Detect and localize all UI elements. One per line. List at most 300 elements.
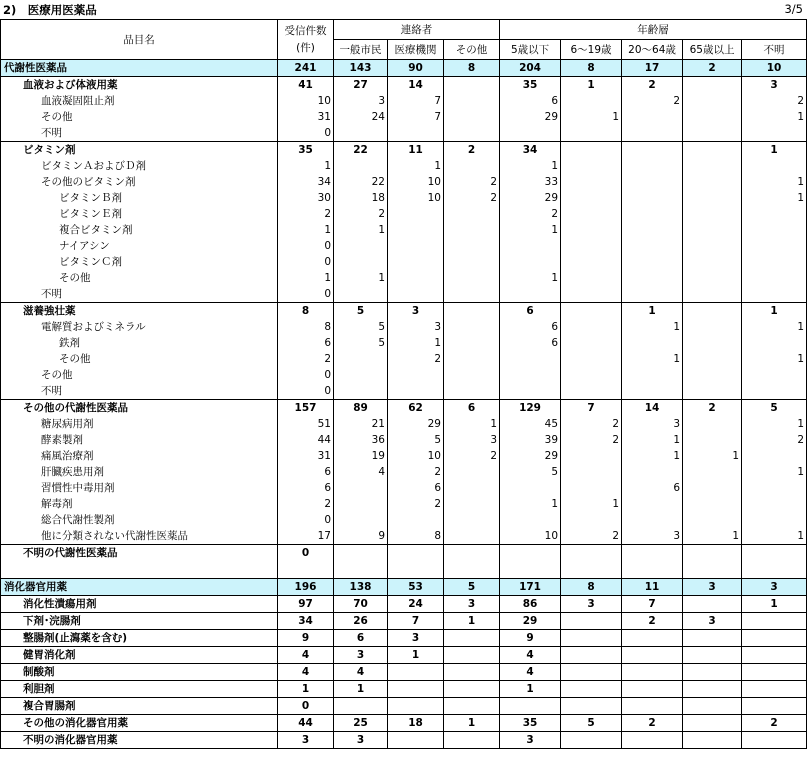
value-cell: 1 xyxy=(500,496,561,512)
value-cell xyxy=(622,367,683,383)
value-cell xyxy=(444,335,500,351)
table-row xyxy=(1,238,807,254)
item-name: 血液凝固阻止剤 xyxy=(1,93,278,109)
value-cell xyxy=(683,125,742,142)
value-cell xyxy=(742,480,807,496)
value-cell: 2 xyxy=(444,190,500,206)
item-name: その他の消化器官用薬 xyxy=(1,715,278,732)
value-cell xyxy=(561,335,622,351)
value-cell xyxy=(500,383,561,400)
value-cell xyxy=(444,698,500,715)
item-name: 不明の消化器官用薬 xyxy=(1,732,278,749)
col-header-contact: その他 xyxy=(444,40,500,60)
value-cell xyxy=(388,206,444,222)
value-cell: 14 xyxy=(622,400,683,417)
value-cell: 2 xyxy=(622,715,683,732)
value-cell xyxy=(683,270,742,286)
table-row xyxy=(1,732,807,749)
value-cell xyxy=(334,125,388,142)
value-cell xyxy=(444,222,500,238)
value-cell: 2 xyxy=(561,528,622,545)
value-cell: 8 xyxy=(561,579,622,596)
count-cell: 34 xyxy=(278,174,334,190)
table-row xyxy=(1,222,807,238)
table-row xyxy=(1,698,807,715)
value-cell: 171 xyxy=(500,579,561,596)
item-name: 不明 xyxy=(1,383,278,400)
table-row xyxy=(1,303,807,320)
count-cell: 196 xyxy=(278,579,334,596)
value-cell: 3 xyxy=(334,93,388,109)
value-cell: 22 xyxy=(334,142,388,159)
value-cell: 10 xyxy=(388,190,444,206)
value-cell xyxy=(561,698,622,715)
value-cell: 8 xyxy=(561,60,622,77)
value-cell xyxy=(334,383,388,400)
value-cell xyxy=(388,732,444,749)
value-cell: 1 xyxy=(683,528,742,545)
table-row xyxy=(1,125,807,142)
count-cell: 31 xyxy=(278,109,334,125)
value-cell xyxy=(622,698,683,715)
count-cell: 31 xyxy=(278,448,334,464)
item-name xyxy=(1,561,278,579)
value-cell: 39 xyxy=(500,432,561,448)
value-cell: 1 xyxy=(622,448,683,464)
value-cell xyxy=(742,448,807,464)
value-cell xyxy=(622,561,683,579)
value-cell: 3 xyxy=(388,630,444,647)
item-name: ビタミンＣ剤 xyxy=(1,254,278,270)
col-header-contact: 医療機関 xyxy=(388,40,444,60)
value-cell: 1 xyxy=(622,319,683,335)
value-cell: 6 xyxy=(444,400,500,417)
value-cell xyxy=(444,93,500,109)
value-cell xyxy=(742,647,807,664)
value-cell: 1 xyxy=(500,158,561,174)
value-cell xyxy=(561,270,622,286)
value-cell xyxy=(622,335,683,351)
table-row xyxy=(1,400,807,417)
table-row xyxy=(1,664,807,681)
item-name: その他 xyxy=(1,270,278,286)
table-row xyxy=(1,158,807,174)
value-cell xyxy=(622,206,683,222)
count-cell: 4 xyxy=(278,664,334,681)
table-row xyxy=(1,351,807,367)
col-header-name: 品目名 xyxy=(1,20,278,60)
value-cell xyxy=(683,383,742,400)
value-cell xyxy=(683,335,742,351)
table-row xyxy=(1,254,807,270)
value-cell: 29 xyxy=(500,190,561,206)
table-row xyxy=(1,77,807,94)
count-cell: 8 xyxy=(278,303,334,320)
value-cell: 2 xyxy=(561,416,622,432)
item-name: ビタミンＡおよびＤ剤 xyxy=(1,158,278,174)
value-cell: 10 xyxy=(742,60,807,77)
value-cell xyxy=(742,158,807,174)
count-cell: 34 xyxy=(278,613,334,630)
value-cell: 2 xyxy=(742,93,807,109)
value-cell xyxy=(683,432,742,448)
item-name: 複合ビタミン剤 xyxy=(1,222,278,238)
value-cell: 17 xyxy=(622,60,683,77)
value-cell: 1 xyxy=(444,416,500,432)
col-group-contact: 連絡者 xyxy=(334,20,500,40)
item-name: 複合胃腸剤 xyxy=(1,698,278,715)
value-cell: 1 xyxy=(334,681,388,698)
value-cell: 2 xyxy=(622,93,683,109)
count-cell: 1 xyxy=(278,270,334,286)
value-cell xyxy=(561,732,622,749)
value-cell: 1 xyxy=(742,596,807,613)
table-row xyxy=(1,142,807,159)
value-cell: 6 xyxy=(500,335,561,351)
value-cell: 2 xyxy=(444,174,500,190)
value-cell: 89 xyxy=(334,400,388,417)
value-cell: 1 xyxy=(622,351,683,367)
table-row xyxy=(1,109,807,125)
item-name: ナイアシン xyxy=(1,238,278,254)
item-name: 利胆剤 xyxy=(1,681,278,698)
count-cell: 6 xyxy=(278,464,334,480)
value-cell xyxy=(742,732,807,749)
value-cell xyxy=(561,480,622,496)
value-cell xyxy=(444,512,500,528)
value-cell xyxy=(683,496,742,512)
count-cell: 51 xyxy=(278,416,334,432)
value-cell: 7 xyxy=(561,400,622,417)
value-cell xyxy=(742,561,807,579)
count-cell: 6 xyxy=(278,335,334,351)
value-cell: 5 xyxy=(334,303,388,320)
item-name: 痛風治療剤 xyxy=(1,448,278,464)
value-cell: 10 xyxy=(388,174,444,190)
col-header-age: 6～19歳 xyxy=(561,40,622,60)
value-cell xyxy=(561,286,622,303)
value-cell xyxy=(742,238,807,254)
count-cell: 241 xyxy=(278,60,334,77)
value-cell: 1 xyxy=(334,270,388,286)
value-cell xyxy=(561,125,622,142)
value-cell: 3 xyxy=(683,613,742,630)
value-cell xyxy=(444,206,500,222)
value-cell: 2 xyxy=(444,448,500,464)
value-cell xyxy=(742,698,807,715)
value-cell: 24 xyxy=(388,596,444,613)
value-cell xyxy=(742,270,807,286)
value-cell xyxy=(444,367,500,383)
count-cell: 2 xyxy=(278,206,334,222)
item-name: 不明 xyxy=(1,286,278,303)
item-name: 糖尿病用剤 xyxy=(1,416,278,432)
value-cell: 1 xyxy=(334,222,388,238)
value-cell xyxy=(500,561,561,579)
value-cell: 70 xyxy=(334,596,388,613)
statistics-table xyxy=(0,19,807,749)
count-cell: 0 xyxy=(278,512,334,528)
value-cell: 2 xyxy=(388,351,444,367)
value-cell xyxy=(683,416,742,432)
value-cell xyxy=(622,383,683,400)
value-cell xyxy=(742,125,807,142)
value-cell xyxy=(444,383,500,400)
table-row xyxy=(1,190,807,206)
value-cell xyxy=(742,613,807,630)
value-cell: 27 xyxy=(334,77,388,94)
value-cell: 7 xyxy=(388,613,444,630)
value-cell: 1 xyxy=(742,142,807,159)
table-row xyxy=(1,464,807,480)
value-cell xyxy=(742,545,807,562)
table-row xyxy=(1,286,807,303)
value-cell xyxy=(388,286,444,303)
value-cell xyxy=(561,174,622,190)
table-row xyxy=(1,270,807,286)
value-cell xyxy=(683,77,742,94)
value-cell: 2 xyxy=(334,206,388,222)
value-cell: 10 xyxy=(500,528,561,545)
value-cell: 2 xyxy=(500,206,561,222)
value-cell: 6 xyxy=(334,630,388,647)
value-cell: 1 xyxy=(742,528,807,545)
value-cell xyxy=(500,480,561,496)
count-cell: 1 xyxy=(278,158,334,174)
table-row xyxy=(1,60,807,77)
value-cell xyxy=(622,732,683,749)
value-cell xyxy=(742,222,807,238)
value-cell xyxy=(334,698,388,715)
value-cell xyxy=(683,286,742,303)
value-cell xyxy=(561,303,622,320)
value-cell xyxy=(388,222,444,238)
count-cell: 30 xyxy=(278,190,334,206)
value-cell: 5 xyxy=(500,464,561,480)
value-cell: 138 xyxy=(334,579,388,596)
value-cell xyxy=(444,286,500,303)
value-cell xyxy=(500,698,561,715)
item-name: 下剤･浣腸剤 xyxy=(1,613,278,630)
value-cell: 35 xyxy=(500,715,561,732)
value-cell: 4 xyxy=(500,664,561,681)
value-cell xyxy=(561,351,622,367)
item-name: ビタミン剤 xyxy=(1,142,278,159)
value-cell xyxy=(683,480,742,496)
value-cell xyxy=(742,206,807,222)
value-cell xyxy=(444,125,500,142)
value-cell xyxy=(683,512,742,528)
value-cell: 1 xyxy=(444,613,500,630)
value-cell: 24 xyxy=(334,109,388,125)
value-cell xyxy=(561,664,622,681)
value-cell xyxy=(622,158,683,174)
value-cell xyxy=(561,630,622,647)
item-name: その他の代謝性医薬品 xyxy=(1,400,278,417)
value-cell: 1 xyxy=(742,416,807,432)
value-cell: 2 xyxy=(561,432,622,448)
value-cell: 5 xyxy=(742,400,807,417)
value-cell: 1 xyxy=(500,270,561,286)
col-group-age: 年齢層 xyxy=(500,20,807,40)
count-label: 受信件数 xyxy=(284,24,327,37)
value-cell: 3 xyxy=(388,319,444,335)
value-cell xyxy=(683,206,742,222)
table-row xyxy=(1,596,807,613)
value-cell: 6 xyxy=(388,480,444,496)
value-cell xyxy=(622,174,683,190)
value-cell xyxy=(388,254,444,270)
count-cell: 6 xyxy=(278,480,334,496)
value-cell xyxy=(444,664,500,681)
value-cell: 62 xyxy=(388,400,444,417)
value-cell xyxy=(561,512,622,528)
value-cell: 2 xyxy=(622,77,683,94)
value-cell: 3 xyxy=(500,732,561,749)
value-cell xyxy=(622,125,683,142)
value-cell: 9 xyxy=(500,630,561,647)
value-cell xyxy=(742,367,807,383)
value-cell xyxy=(622,630,683,647)
value-cell xyxy=(561,319,622,335)
item-name: 鉄剤 xyxy=(1,335,278,351)
value-cell xyxy=(683,630,742,647)
value-cell xyxy=(334,561,388,579)
count-cell: 0 xyxy=(278,125,334,142)
table-row xyxy=(1,512,807,528)
value-cell xyxy=(500,351,561,367)
value-cell xyxy=(334,286,388,303)
value-cell xyxy=(444,158,500,174)
value-cell: 3 xyxy=(444,432,500,448)
value-cell xyxy=(444,561,500,579)
value-cell: 4 xyxy=(334,664,388,681)
count-cell: 35 xyxy=(278,142,334,159)
value-cell: 1 xyxy=(561,109,622,125)
value-cell xyxy=(622,109,683,125)
value-cell: 3 xyxy=(561,596,622,613)
value-cell xyxy=(561,222,622,238)
value-cell xyxy=(500,238,561,254)
item-name: その他 xyxy=(1,367,278,383)
value-cell: 90 xyxy=(388,60,444,77)
item-name: 酵素製剤 xyxy=(1,432,278,448)
value-cell: 11 xyxy=(388,142,444,159)
value-cell xyxy=(683,647,742,664)
value-cell xyxy=(561,190,622,206)
table-row xyxy=(1,630,807,647)
value-cell xyxy=(388,125,444,142)
item-name: その他のビタミン剤 xyxy=(1,174,278,190)
value-cell xyxy=(742,496,807,512)
count-cell: 0 xyxy=(278,286,334,303)
item-name: 消化性潰瘍用剤 xyxy=(1,596,278,613)
value-cell xyxy=(742,512,807,528)
value-cell: 25 xyxy=(334,715,388,732)
item-name: 総合代謝性製剤 xyxy=(1,512,278,528)
table-row xyxy=(1,206,807,222)
count-cell xyxy=(278,561,334,579)
value-cell: 7 xyxy=(388,109,444,125)
section-title: 2) 医療用医薬品 xyxy=(3,3,97,17)
value-cell: 2 xyxy=(683,400,742,417)
value-cell xyxy=(622,545,683,562)
value-cell: 18 xyxy=(334,190,388,206)
item-name: 代謝性医薬品 xyxy=(1,60,278,77)
value-cell xyxy=(500,254,561,270)
value-cell: 1 xyxy=(622,303,683,320)
count-unit: (件) xyxy=(296,41,315,54)
item-name: 他に分類されない代謝性医薬品 xyxy=(1,528,278,545)
item-name: 制酸剤 xyxy=(1,664,278,681)
count-cell: 0 xyxy=(278,545,334,562)
item-name: 習慣性中毒用剤 xyxy=(1,480,278,496)
value-cell: 1 xyxy=(500,681,561,698)
count-cell: 10 xyxy=(278,93,334,109)
table-row xyxy=(1,528,807,545)
count-cell: 8 xyxy=(278,319,334,335)
value-cell xyxy=(742,254,807,270)
value-cell xyxy=(334,512,388,528)
value-cell xyxy=(388,270,444,286)
item-name: 血液および体液用薬 xyxy=(1,77,278,94)
item-name: 肝臓疾患用剤 xyxy=(1,464,278,480)
value-cell xyxy=(561,93,622,109)
count-cell: 9 xyxy=(278,630,334,647)
table-row xyxy=(1,613,807,630)
value-cell xyxy=(622,270,683,286)
value-cell xyxy=(683,367,742,383)
value-cell xyxy=(388,698,444,715)
value-cell: 5 xyxy=(444,579,500,596)
table-row xyxy=(1,174,807,190)
value-cell: 9 xyxy=(334,528,388,545)
col-header-age: 不明 xyxy=(742,40,807,60)
value-cell xyxy=(742,664,807,681)
table-row xyxy=(1,367,807,383)
value-cell: 2 xyxy=(742,715,807,732)
value-cell xyxy=(683,681,742,698)
value-cell: 29 xyxy=(500,109,561,125)
value-cell xyxy=(444,238,500,254)
value-cell: 18 xyxy=(388,715,444,732)
value-cell: 29 xyxy=(388,416,444,432)
value-cell xyxy=(444,351,500,367)
value-cell: 5 xyxy=(388,432,444,448)
value-cell: 1 xyxy=(742,303,807,320)
value-cell: 129 xyxy=(500,400,561,417)
value-cell: 3 xyxy=(622,416,683,432)
value-cell: 1 xyxy=(561,496,622,512)
col-header-age: 20～64歳 xyxy=(622,40,683,60)
value-cell xyxy=(444,732,500,749)
count-cell: 44 xyxy=(278,715,334,732)
table-row xyxy=(1,496,807,512)
value-cell xyxy=(561,238,622,254)
value-cell: 7 xyxy=(388,93,444,109)
value-cell: 1 xyxy=(500,222,561,238)
value-cell: 36 xyxy=(334,432,388,448)
value-cell: 1 xyxy=(388,335,444,351)
value-cell: 6 xyxy=(500,93,561,109)
table-row xyxy=(1,416,807,432)
value-cell xyxy=(742,383,807,400)
value-cell xyxy=(561,383,622,400)
value-cell xyxy=(683,698,742,715)
value-cell: 45 xyxy=(500,416,561,432)
table-row xyxy=(1,545,807,562)
value-cell xyxy=(388,367,444,383)
